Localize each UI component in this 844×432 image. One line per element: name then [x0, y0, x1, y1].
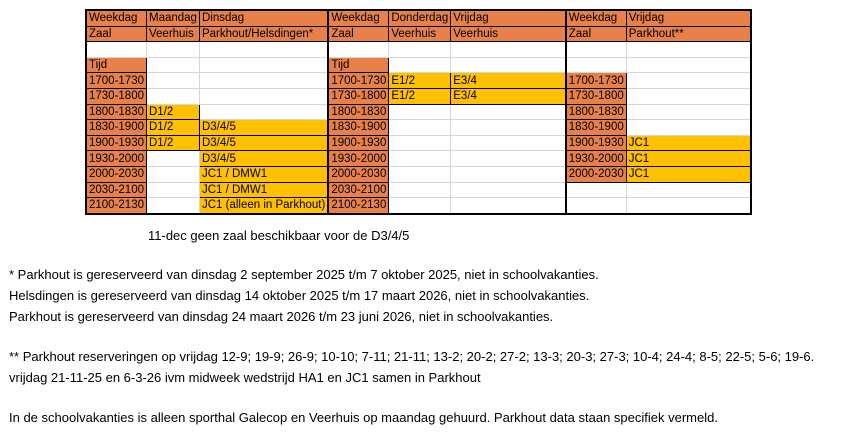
- table-cell: Tijd: [328, 57, 389, 73]
- table-cell: E3/4: [451, 88, 566, 104]
- table-cell: D3/4/5: [199, 135, 328, 151]
- table-cell: 1900-1930: [328, 135, 389, 151]
- table-cell: 1730-1800: [328, 88, 389, 104]
- table-row: [86, 198, 751, 214]
- table-row: [86, 57, 751, 73]
- table-cell: Weekdag: [566, 10, 627, 26]
- table-cell: [199, 104, 328, 120]
- table-row: [86, 166, 751, 182]
- table-row: [86, 10, 751, 26]
- table-cell: Zaal: [328, 26, 389, 42]
- table-cell: 1800-1830: [328, 104, 389, 120]
- table-cell: [451, 151, 566, 167]
- table-row: [86, 104, 751, 120]
- table-cell: [147, 166, 200, 182]
- table-cell: 2100-2130: [86, 198, 147, 214]
- table-row: [86, 151, 751, 167]
- table-cell: [86, 42, 147, 58]
- table-cell: [451, 182, 566, 198]
- schedule-table: [85, 9, 752, 215]
- table-cell: D1/2: [147, 135, 200, 151]
- table-cell: [626, 57, 751, 73]
- table-cell: [626, 104, 751, 120]
- table-cell: [566, 42, 627, 58]
- table-cell: [147, 182, 200, 198]
- table-cell: [389, 182, 451, 198]
- footnote-line-6: In de schoolvakanties is alleen sporthal Galecop en Veerhuis op maandag gehuurd. Parkhout data staan specifiek vermeld.: [9, 410, 718, 425]
- table-cell: [451, 104, 566, 120]
- table-cell: [389, 198, 451, 214]
- table-cell: [199, 42, 328, 58]
- table-cell: 2000-2030: [86, 166, 147, 182]
- table-cell: Dinsdag: [199, 10, 328, 26]
- table-cell: [626, 120, 751, 136]
- table-cell: 1700-1730: [86, 73, 147, 89]
- table-cell: [147, 151, 200, 167]
- table-cell: [451, 166, 566, 182]
- footnote-line-3: Parkhout is gereserveerd van dinsdag 24 maart 2026 t/m 23 juni 2026, niet in schoolvakanties.: [9, 309, 554, 324]
- table-cell: [389, 57, 451, 73]
- table-row: [86, 42, 751, 58]
- table-cell: D3/4/5: [199, 120, 328, 136]
- table-cell: JC1: [626, 135, 751, 151]
- table-cell: [626, 182, 751, 198]
- table-cell: E1/2: [389, 88, 451, 104]
- table-cell: Weekdag: [328, 10, 389, 26]
- table-cell: 1800-1830: [86, 104, 147, 120]
- table-cell: [451, 135, 566, 151]
- table-cell: Veerhuis: [147, 26, 200, 42]
- table-cell: [451, 42, 566, 58]
- table-cell: [566, 198, 627, 214]
- table-cell: [328, 42, 389, 58]
- table-cell: [566, 182, 627, 198]
- table-cell: [389, 166, 451, 182]
- table-cell: [626, 88, 751, 104]
- table-row: [86, 182, 751, 198]
- table-row: [86, 88, 751, 104]
- table-cell: 1830-1900: [86, 120, 147, 136]
- table-cell: Vrijdag: [451, 10, 566, 26]
- table-cell: [389, 120, 451, 136]
- table-cell: [451, 198, 566, 214]
- table-cell: JC1 / DMW1: [199, 166, 328, 182]
- table-cell: 1700-1730: [328, 73, 389, 89]
- table-cell: D3/4/5: [199, 151, 328, 167]
- table-cell: E3/4: [451, 73, 566, 89]
- table-cell: E1/2: [389, 73, 451, 89]
- table-cell: 2030-2100: [328, 182, 389, 198]
- table-cell: [626, 42, 751, 58]
- table-cell: [199, 73, 328, 89]
- footnote-line-4: ** Parkhout reserveringen op vrijdag 12-9; 19-9; 26-9; 10-10; 7-11; 21-11; 13-2; 20-2; 27-2; 13-3; 20-3; 27-3; 10-4; 24-4; 8-5; 22-5; 5-6; 19-6.: [9, 349, 815, 364]
- table-row: [86, 73, 751, 89]
- table-cell: Weekdag: [86, 10, 147, 26]
- table-row: [86, 120, 751, 136]
- table-cell: 1730-1800: [86, 88, 147, 104]
- table-cell: [566, 57, 627, 73]
- table-cell: 1700-1730: [566, 73, 627, 89]
- table-row: [86, 135, 751, 151]
- table-cell: 1930-2000: [566, 151, 627, 167]
- table-cell: [389, 42, 451, 58]
- table-cell: [147, 57, 200, 73]
- footnote-line-1: * Parkhout is gereserveerd van dinsdag 2 september 2025 t/m 7 oktober 2025, niet in schoolvakanties.: [9, 267, 599, 282]
- table-cell: JC1: [626, 151, 751, 167]
- table-cell: Zaal: [566, 26, 627, 42]
- table-cell: Vrijdag: [626, 10, 751, 26]
- footnote-line-5: vrijdag 21-11-25 en 6-3-26 ivm midweek wedstrijd HA1 en JC1 samen in Parkhout: [9, 370, 481, 385]
- table-cell: Tijd: [86, 57, 147, 73]
- table-cell: [389, 104, 451, 120]
- table-cell: D1/2: [147, 120, 200, 136]
- table-cell: 1830-1900: [566, 120, 627, 136]
- table-cell: [147, 73, 200, 89]
- table-row: [86, 26, 751, 42]
- table-cell: Donderdag: [389, 10, 451, 26]
- table-cell: Veerhuis: [389, 26, 451, 42]
- table-cell: 1730-1800: [566, 88, 627, 104]
- table-cell: Zaal: [86, 26, 147, 42]
- footnote-line-2: Helsdingen is gereserveerd van dinsdag 14 oktober 2025 t/m 17 maart 2026, niet in schoolvakanties.: [9, 288, 590, 303]
- table-cell: [389, 135, 451, 151]
- table-cell: 1930-2000: [86, 151, 147, 167]
- table-cell: [147, 42, 200, 58]
- table-cell: Maandag: [147, 10, 200, 26]
- table-cell: [626, 73, 751, 89]
- note-text: 11-dec geen zaal beschikbaar voor de D3/4/5: [148, 228, 410, 243]
- table-cell: [147, 88, 200, 104]
- table-cell: Veerhuis: [451, 26, 566, 42]
- table-cell: 2030-2100: [86, 182, 147, 198]
- table-cell: [626, 198, 751, 214]
- table-cell: Parkhout**: [626, 26, 751, 42]
- table-cell: JC1 (alleen in Parkhout): [199, 198, 328, 214]
- table-cell: JC1: [626, 166, 751, 182]
- table-cell: [199, 88, 328, 104]
- table-cell: 1930-2000: [328, 151, 389, 167]
- table-cell: [389, 151, 451, 167]
- table-cell: 1900-1930: [566, 135, 627, 151]
- table-cell: Parkhout/Helsdingen*: [199, 26, 328, 42]
- table-cell: 2100-2130: [328, 198, 389, 214]
- table-cell: [199, 57, 328, 73]
- table-cell: D1/2: [147, 104, 200, 120]
- table-cell: JC1 / DMW1: [199, 182, 328, 198]
- table-cell: [451, 57, 566, 73]
- table-cell: [451, 120, 566, 136]
- table-cell: 1830-1900: [328, 120, 389, 136]
- table-cell: [147, 198, 200, 214]
- table-cell: 1900-1930: [86, 135, 147, 151]
- table-cell: 2000-2030: [566, 166, 627, 182]
- table-cell: 2000-2030: [328, 166, 389, 182]
- table-cell: 1800-1830: [566, 104, 627, 120]
